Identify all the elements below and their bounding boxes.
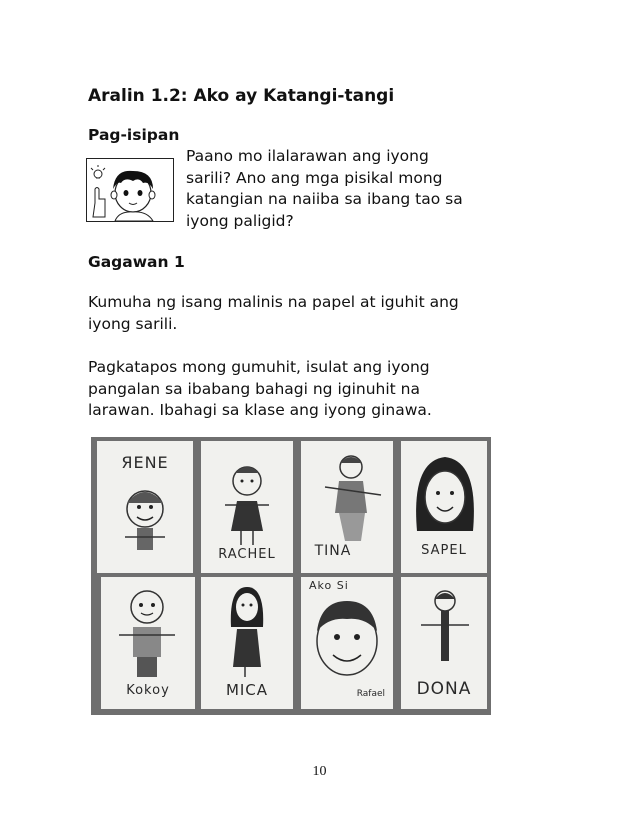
drawing-rene (97, 441, 193, 573)
reflect-text: Paano mo ilalarawan ang iyong sarili? Ano ang mga pisikal mong katangian na naiiba sa ibang tao sa iyong paligid? (186, 147, 463, 230)
drawing-rachel (201, 441, 293, 573)
page-number: 10 (312, 764, 327, 779)
drawings-photo (91, 437, 491, 715)
drawing-label: ЯENE (121, 453, 169, 472)
drawing-dona (401, 577, 487, 709)
lesson-title: Aralin 1.2: Ako ay Katangi-tangi (88, 86, 395, 106)
drawing-mica (201, 577, 293, 709)
drawing-rafael (301, 577, 393, 709)
drawing-label: TINA (314, 543, 352, 559)
drawing-kokoy (101, 577, 195, 709)
drawing-label: Kokoy (126, 683, 170, 698)
drawing-sapel (401, 441, 487, 573)
thinking-boy-illustration (86, 158, 174, 222)
activity-instruction-1: Kumuha ng isang malinis na papel at iguhit ang iyong sarili. (88, 293, 459, 333)
reflect-heading: Pag-isipan (88, 126, 180, 144)
drawing-label: DONA (416, 679, 472, 699)
activity-heading: Gagawan 1 (88, 253, 185, 271)
drawing-label: RACHEL (218, 547, 276, 562)
lightbulb-icon (91, 165, 105, 178)
drawing-label: Rafael (356, 689, 385, 699)
drawing-label: SAPEL (421, 543, 467, 558)
drawing-caption: Ako Si (309, 579, 349, 592)
drawing-label: MICA (225, 681, 269, 699)
activity-instruction-2: Pagkatapos mong gumuhit, isulat ang iyong pangalan sa ibabang bahagi ng iginuhit na larawan. Ibahagi sa klase ang iyong ginawa. (88, 358, 432, 419)
drawing-tina (301, 441, 393, 573)
